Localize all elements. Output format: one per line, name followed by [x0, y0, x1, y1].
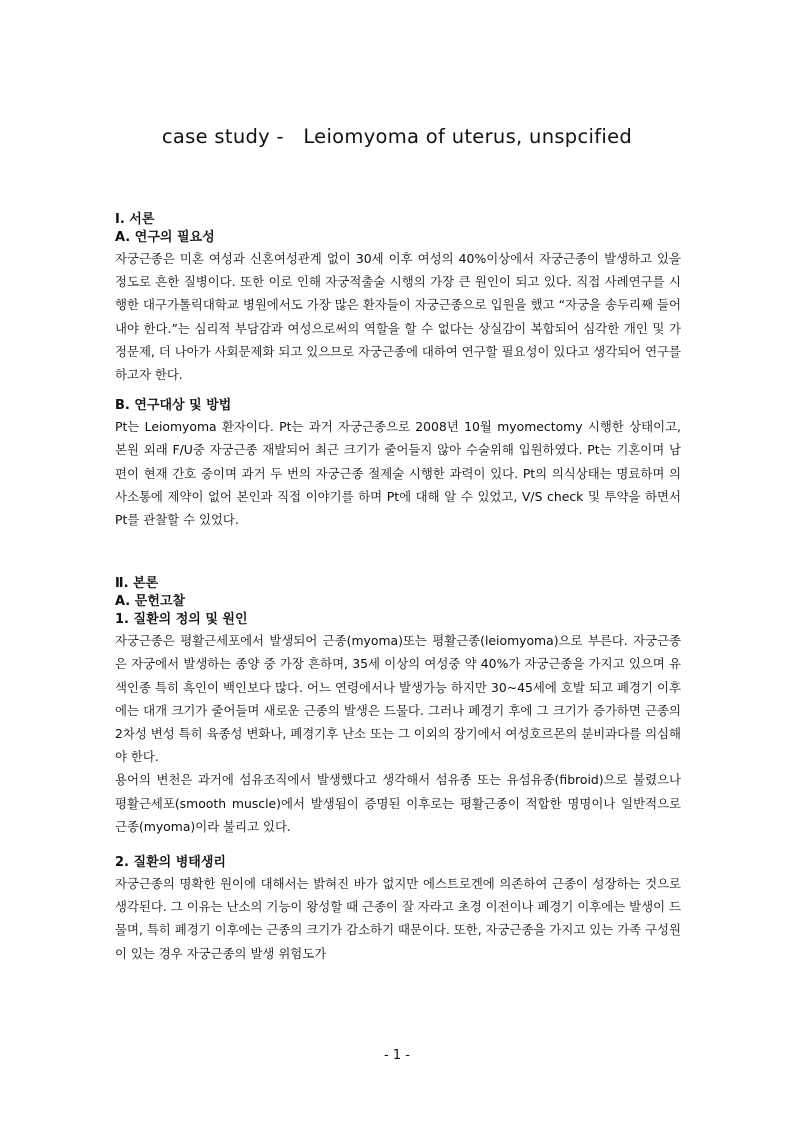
item-heading-pathophysiology: 2. 질환의 병태생리 — [115, 855, 226, 871]
subsection-heading-literature: A. 문헌고찰 — [115, 594, 185, 610]
paragraph-definition-1: 자궁근종은 평활근세포에서 발생되어 근종(myoma)또는 평활근종(leiomyoma)으로 부른다. 자궁근종은 자궁에서 발생하는 종양 중 가장 흔하며, 35세 이상의 여성중 약 40%가 자궁근종을 가지고 있으며 유색인종 특히 흑인이 백인보다 많다. 어느 연령에서나 발생가능 하지만 30~45세에 호발 되고 폐경기 이후에는 대개 크기가 줄어들며 새로운 근종의 발생은 드물다. 그러나 폐경기 후에 그 크기가 증가하면 근종의 2차성 변성 특히 육종성 변화나, 폐경기후 난소 또는 그 이외의 장기에서 여성호르몬의 분비과다를 의심해야 한다. — [115, 633, 681, 765]
page-number: - 1 - — [384, 1048, 410, 1063]
item-heading-definition: 1. 질환의 정의 및 원인 — [115, 612, 248, 628]
section-heading-body: Ⅱ. 본론 — [115, 576, 159, 592]
paragraph-necessity: 자궁근종은 미혼 여성과 신혼여성관계 없이 30세 이후 여성의 40%이상에서 자궁근종이 발생하고 있을 정도로 흔한 질병이다. 또한 이로 인해 자궁적출술 시행의 가장 큰 원인이 되고 있다. 직접 사례연구를 시행한 대구가톨릭대학교 병원에서도 가장 많은 환자들이 자궁근종으로 입원을 했고 “자궁을 송두리째 들어내야 한다.”는 심리적 부담감과 여성으로써의 역할을 할 수 없다는 상실감이 복합되어 심각한 개인 및 가정문제, 더 나아가 사회문제화 되고 있으므로 자궁근종에 대하여 연구할 필요성이 있다고 생각되어 연구를 하고자 한다. — [115, 251, 681, 383]
paragraph-method: Pt는 Leiomyoma 환자이다. Pt는 과거 자궁근종으로 2008년 10월 myomectomy 시행한 상태이고, 본원 외래 F/U중 자궁근종 재발되어 최근 크기가 줄어들지 않아 수술위해 입원하였다. Pt는 기혼이며 남편이 현재 간호 중이며 과거 두 번의 자궁근종 절제술 시행한 과력이 있다. Pt의 의식상태는 명료하며 의사소통에 제약이 없어 본인과 직접 이야기를 하며 Pt에 대해 알 수 있었고, V/S check 및 투약을 하면서 Pt를 관찰할 수 있었다. — [115, 419, 681, 528]
section-heading-intro: Ⅰ. 서론 — [115, 212, 155, 227]
subsection-heading-method: B. 연구대상 및 방법 — [115, 398, 232, 414]
paragraph-pathophysiology: 자궁근종의 명확한 원이에 대해서는 밝혀진 바가 없지만 에스트로겐에 의존하여 근종이 성장하는 것으로 생각된다. 그 이유는 난소의 기능이 왕성할 때 근종이 잘 자라고 초경 이전이나 폐경기 이후에는 발생이 드물며, 특히 폐경기 이후에는 근종의 크기가 감소하기 때문이다. 또한, 자궁근종을 가지고 있는 가족 구성원이 있는 경우 자궁근종의 발생 위험도가 — [115, 876, 681, 961]
subsection-heading-necessity: A. 연구의 필요성 — [115, 230, 215, 245]
document-body — [115, 211, 681, 965]
paragraph-definition-2: 용어의 변천은 과거에 섬유조직에서 발생했다고 생각해서 섬유종 또는 유섬유종(fibroid)으로 불렸으나 평활근세포(smooth muscle)에서 발생됨이 증명된 이후로는 평활근종이 적합한 명명이나 일반적으로 근종(myoma)이라 불리고 있다. — [115, 772, 681, 834]
document-title: case study - Leiomyoma of uterus, unspcified — [161, 125, 633, 148]
